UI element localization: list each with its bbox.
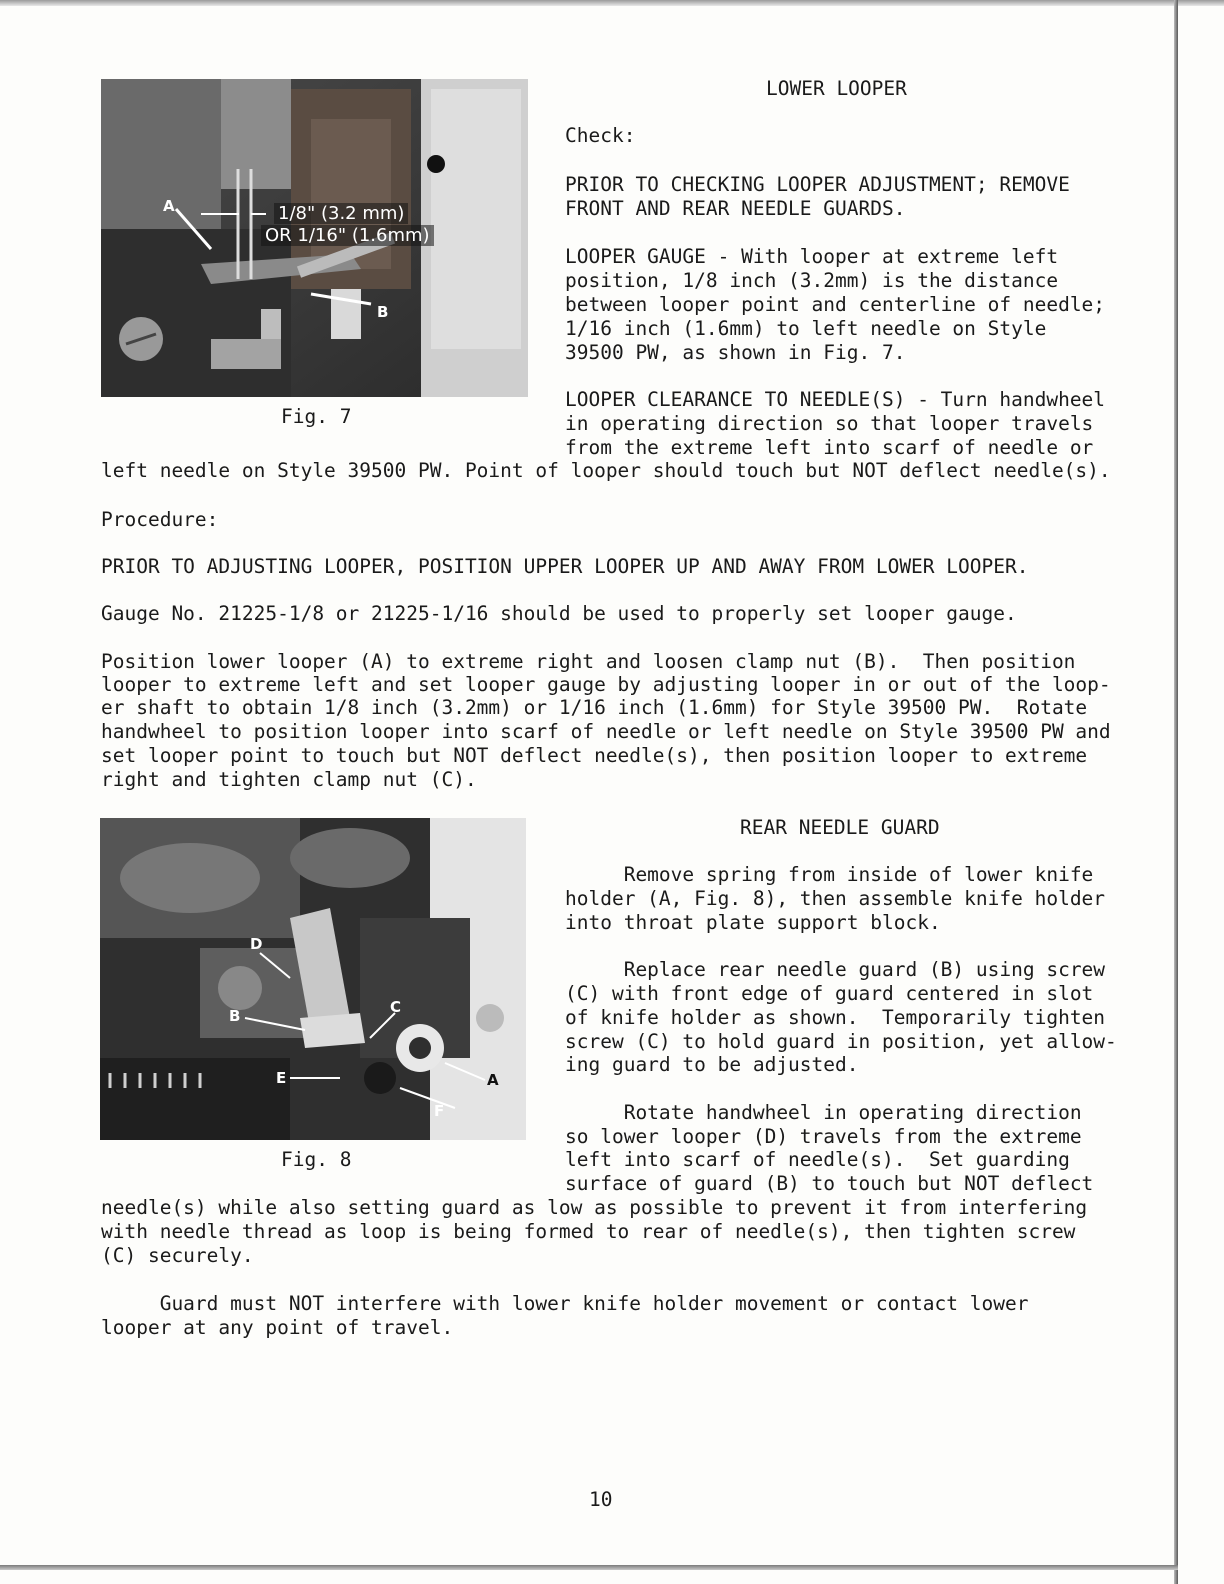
rng-p3-line-2: so lower looper (D) travels from the extreme bbox=[565, 1125, 1082, 1148]
looper-gauge-line-1: LOOPER GAUGE - With looper at extreme left bbox=[565, 245, 1059, 268]
rng-p2-line-2: (C) with front edge of guard centered in slot bbox=[565, 982, 1094, 1005]
rng-p1-line-2: holder (A, Fig. 8), then assemble knife holder bbox=[565, 887, 1106, 910]
procedure-prior: PRIOR TO ADJUSTING LOOPER, POSITION UPPER LOOPER UP AND AWAY FROM LOWER LOOPER. bbox=[101, 555, 1029, 578]
fig8-label-f: F bbox=[434, 1102, 445, 1120]
rng-p3-line-6: with needle thread as loop is being formed to rear of needle(s), then tighten screw bbox=[101, 1220, 1076, 1243]
rng-p3-line-7: (C) securely. bbox=[101, 1244, 254, 1267]
page-edge-bottom bbox=[0, 1565, 1178, 1570]
rng-p2-line-5: ing guard to be adjusted. bbox=[565, 1053, 859, 1076]
fig7-caption: Fig. 7 bbox=[281, 405, 352, 428]
gauge-number: Gauge No. 21225-1/8 or 21225-1/16 should be used to properly set looper gauge. bbox=[101, 602, 1017, 625]
fig7-photo bbox=[101, 79, 528, 397]
fig7-callout-2: OR 1/16" (1.6mm) bbox=[261, 225, 434, 246]
lower-looper-heading: LOWER LOOPER bbox=[766, 77, 907, 100]
fig8-label-b: B bbox=[229, 1007, 241, 1025]
rear-needle-guard-heading: REAR NEEDLE GUARD bbox=[740, 816, 940, 839]
rng-p1-line-1: Remove spring from inside of lower knife bbox=[565, 863, 1094, 886]
position-line-4: handwheel to position looper into scarf of needle or left needle on Style 39500 PW and bbox=[101, 720, 1111, 743]
page-number: 10 bbox=[589, 1488, 613, 1511]
procedure-label: Procedure: bbox=[101, 508, 219, 531]
looper-gauge-line-3: between looper point and centerline of needle; bbox=[565, 293, 1106, 316]
page-edge-top bbox=[0, 0, 1224, 6]
rng-p3-line-3: left into scarf of needle(s). Set guarding bbox=[565, 1148, 1070, 1171]
looper-clearance-line-2: in operating direction so that looper travels bbox=[565, 412, 1094, 435]
rng-p3-line-4: surface of guard (B) to touch but NOT deflect bbox=[565, 1172, 1094, 1195]
rng-p3-line-5: needle(s) while also setting guard as low as possible to prevent it from interfering bbox=[101, 1196, 1088, 1219]
fig8-photo bbox=[100, 818, 526, 1140]
looper-clearance-line-1: LOOPER CLEARANCE TO NEEDLE(S) - Turn handwheel bbox=[565, 388, 1106, 411]
rng-p2-line-4: screw (C) to hold guard in position, yet allow- bbox=[565, 1030, 1117, 1053]
rng-p3-line-1: Rotate handwheel in operating direction bbox=[565, 1101, 1082, 1124]
fig8-caption: Fig. 8 bbox=[281, 1148, 352, 1171]
fig7-label-a: A bbox=[163, 197, 175, 215]
prior-checking-line-1: PRIOR TO CHECKING LOOPER ADJUSTMENT; REMOVE bbox=[565, 173, 1070, 196]
rng-p2-line-1: Replace rear needle guard (B) using screw bbox=[565, 958, 1106, 981]
rng-p4-line-2: looper at any point of travel. bbox=[101, 1316, 454, 1339]
looper-clearance-line-4: left needle on Style 39500 PW. Point of looper should touch but NOT deflect needle(s). bbox=[101, 459, 1111, 482]
rng-p2-line-3: of knife holder as shown. Temporarily tighten bbox=[565, 1006, 1106, 1029]
position-line-6: right and tighten clamp nut (C). bbox=[101, 768, 477, 791]
looper-gauge-line-4: 1/16 inch (1.6mm) to left needle on Style bbox=[565, 317, 1047, 340]
position-line-3: er shaft to obtain 1/8 inch (3.2mm) or 1/16 inch (1.6mm) for Style 39500 PW. Rotate bbox=[101, 696, 1088, 719]
looper-clearance-line-3: from the extreme left into scarf of needle or bbox=[565, 436, 1094, 459]
rng-p1-line-3: into throat plate support block. bbox=[565, 911, 941, 934]
fig8-label-e: E bbox=[276, 1069, 287, 1087]
looper-gauge-line-5: 39500 PW, as shown in Fig. 7. bbox=[565, 341, 906, 364]
position-line-5: set looper point to touch but NOT deflect needle(s), then position looper to extreme bbox=[101, 744, 1088, 767]
fig7-label-b: B bbox=[377, 303, 389, 321]
looper-gauge-line-2: position, 1/8 inch (3.2mm) is the distance bbox=[565, 269, 1059, 292]
check-label: Check: bbox=[565, 124, 636, 147]
fig8-label-d: D bbox=[250, 935, 263, 953]
fig8-label-a: A bbox=[487, 1071, 499, 1089]
prior-checking-line-2: FRONT AND REAR NEEDLE GUARDS. bbox=[565, 197, 906, 220]
page-edge-right bbox=[1174, 0, 1178, 1584]
fig7-callout-1: 1/8" (3.2 mm) bbox=[274, 203, 408, 224]
fig8-machine-illustration bbox=[100, 818, 526, 1140]
position-line-2: looper to extreme left and set looper gauge by adjusting looper in or out of the loop- bbox=[101, 673, 1111, 696]
position-line-1: Position lower looper (A) to extreme right and loosen clamp nut (B). Then position bbox=[101, 650, 1076, 673]
rng-p4-line-1: Guard must NOT interfere with lower knife holder movement or contact lower bbox=[101, 1292, 1029, 1315]
fig8-label-c: C bbox=[390, 998, 402, 1016]
